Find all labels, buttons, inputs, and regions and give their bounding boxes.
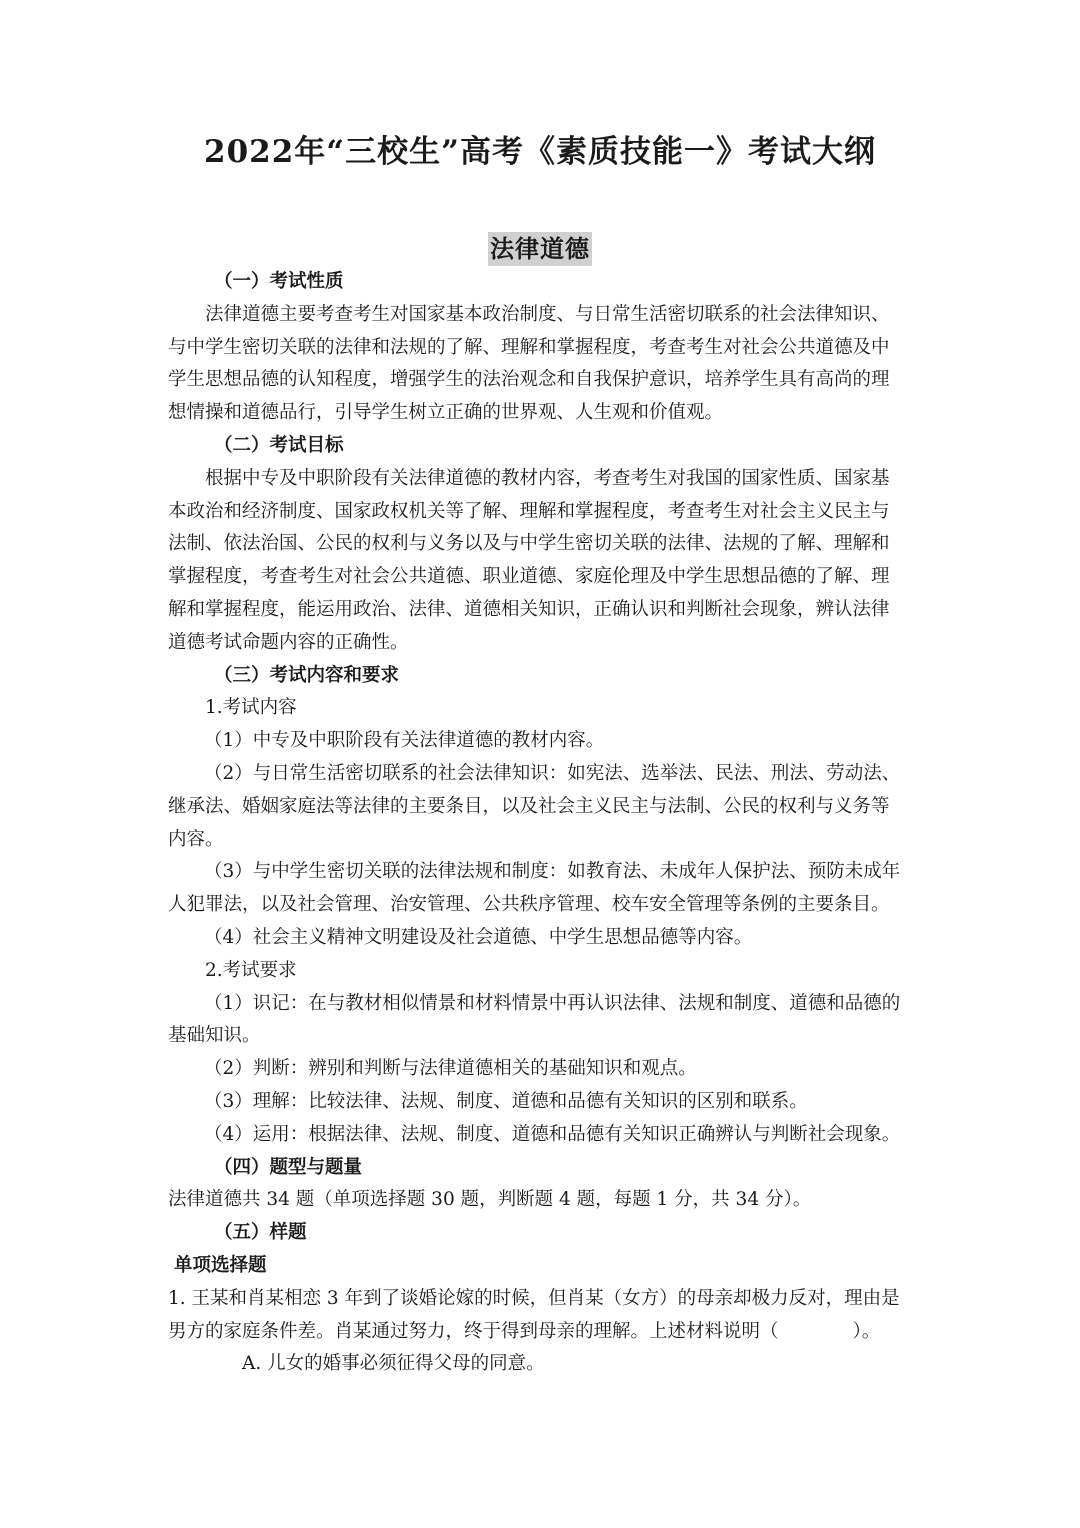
content-label: 1.考试内容 (205, 697, 297, 719)
requirement-item-3: （3）理解：比较法律、法规、制度、道德和品德有关知识的区别和联系。 (204, 1090, 808, 1112)
paragraph-line: 学生思想品德的认知程度，增强学生的法治观念和自我保护意识，培养学生具有高尚的理 (168, 369, 890, 391)
section-heading-question-types: （四）题型与题量 (214, 1156, 363, 1178)
section-heading-content: （三）考试内容和要求 (214, 664, 400, 686)
section-heading-samples: （五）样题 (214, 1222, 307, 1244)
paragraph-line: 内容。 (168, 828, 224, 850)
sample-subheading: 单项选择题 (174, 1254, 267, 1276)
paragraph-line: 与中学生密切关联的法律和法规的了解、理解和掌握程度，考查考生对社会公共道德及中 (168, 336, 890, 358)
section-heading-goals: （二）考试目标 (214, 434, 344, 456)
requirement-item-1: （1）识记：在与教材相似情景和材料情景中再认识法律、法规和制度、道德和品德的 (204, 992, 901, 1014)
paragraph-line: 解和掌握程度，能运用政治、法律、道德相关知识，正确认识和判断社会现象，辨认法律 (168, 598, 890, 620)
paragraph-line: 掌握程度，考查考生对社会公共道德、职业道德、家庭伦理及中学生思想品德的了解、理 (168, 566, 890, 588)
question-1-option-a: A. 儿女的婚事必须征得父母的同意。 (242, 1353, 545, 1375)
content-item-1: （1）中专及中职阶段有关法律道德的教材内容。 (204, 730, 605, 752)
paragraph-line: 法律道德主要考查考生对国家基本政治制度、与日常生活密切联系的社会法律知识、 (205, 303, 890, 325)
paragraph-line: 道德考试命题内容的正确性。 (168, 631, 409, 653)
document-body (168, 266, 914, 1381)
requirements-label: 2.考试要求 (205, 959, 297, 981)
paragraph-line: 人犯罪法，以及社会管理、治安管理、公共秩序管理、校车安全管理等条例的主要条目。 (168, 894, 890, 916)
paragraph-line: 想情操和道德品行，引导学生树立正确的世界观、人生观和价值观。 (168, 402, 724, 424)
question-1-line: 男方的家庭条件差。肖某通过努力，终于得到母亲的理解。上述材料说明（ ）。 (168, 1320, 881, 1342)
content-item-2: （2）与日常生活密切联系的社会法律知识：如宪法、选举法、民法、刑法、劳动法、 (204, 762, 901, 784)
paragraph-line: 本政治和经济制度、国家政权机关等了解、理解和掌握程度，考查考生对社会主义民主与 (168, 500, 890, 522)
section-heading-nature: （一）考试性质 (214, 271, 344, 292)
question-1-line: 1. 王某和肖某相恋 3 年到了谈婚论嫁的时候，但肖某（女方）的母亲却极力反对，理由是 (168, 1287, 900, 1309)
paragraph-line: 根据中专及中职阶段有关法律道德的教材内容，考查考生对我国的国家性质、国家基 (205, 467, 890, 489)
content-item-3: （3）与中学生密切关联的法律法规和制度：如教育法、未成年人保护法、预防未成年 (204, 861, 901, 883)
content-item-4: （4）社会主义精神文明建设及社会道德、中学生思想品德等内容。 (204, 926, 753, 948)
document-title: 2022年“三校生”高考《素质技能一》考试大纲 (204, 134, 876, 170)
requirement-item-4: （4）运用：根据法律、法规、制度、道德和品德有关知识正确辨认与判断社会现象。 (204, 1123, 901, 1145)
question-count-text: 法律道德共 34 题（单项选择题 30 题，判断题 4 题，每题 1 分，共 34 分）。 (168, 1189, 812, 1211)
paragraph-line: 法制、依法治国、公民的权利与义务以及与中学生密切关联的法律、法规的了解、理解和 (168, 533, 890, 555)
paragraph-line: 基础知识。 (168, 1025, 261, 1047)
paragraph-line: 继承法、婚姻家庭法等法律的主要条目，以及社会主义民主与法制、公民的权利与义务等 (168, 795, 890, 817)
subject-title: 法律道德 (488, 232, 592, 266)
requirement-item-2: （2）判断：辨别和判断与法律道德相关的基础知识和观点。 (204, 1058, 697, 1080)
